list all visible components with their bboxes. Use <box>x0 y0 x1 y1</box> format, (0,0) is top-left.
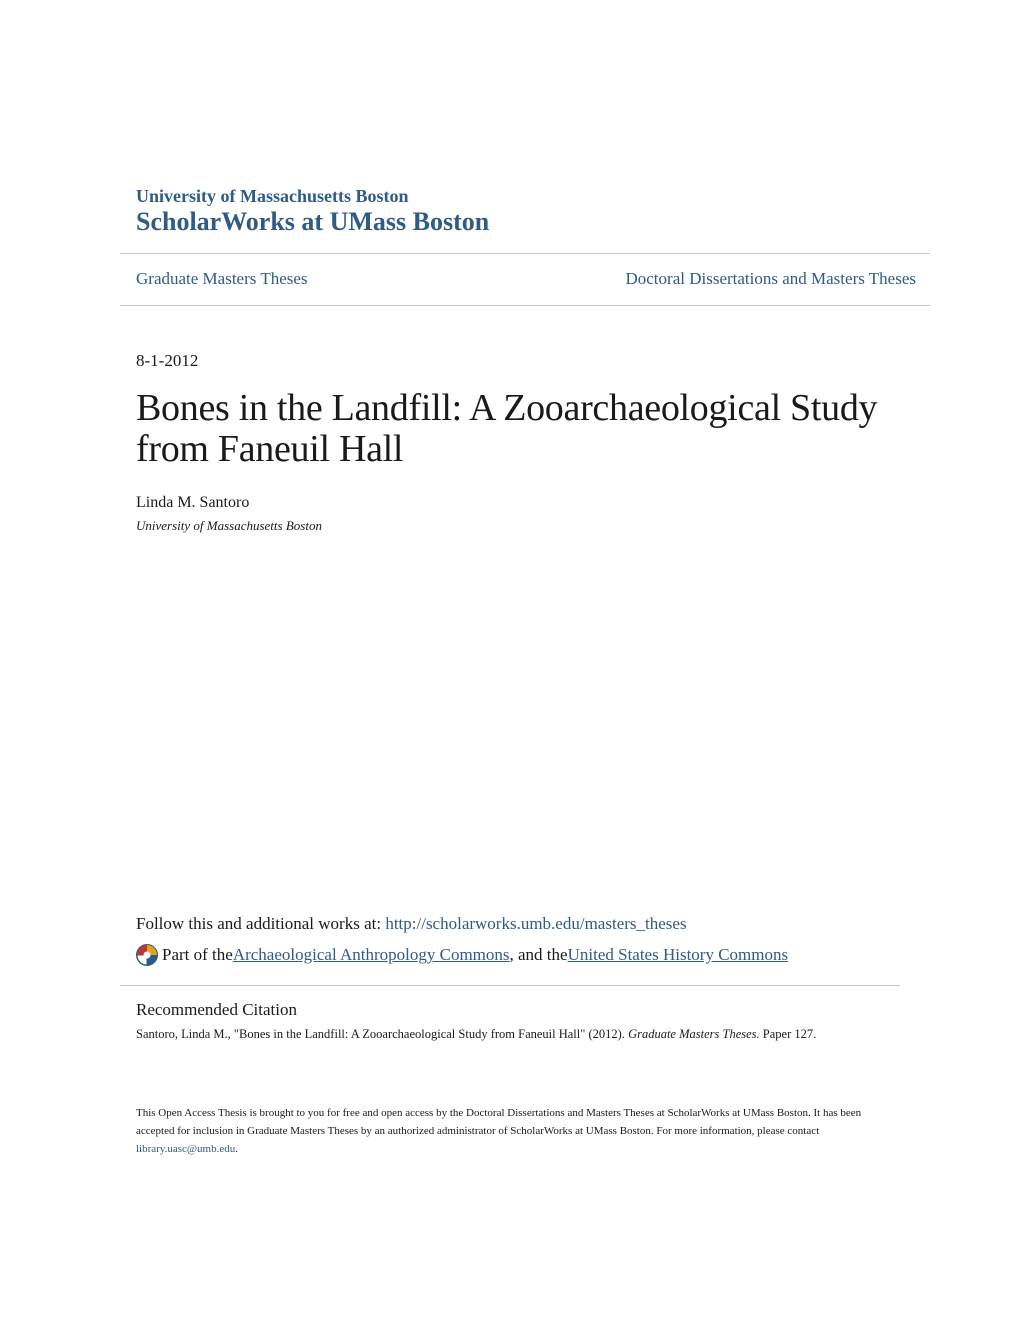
commons-link-us-history[interactable]: United States History Commons <box>567 945 789 964</box>
commons-link-archaeological-anthropology[interactable]: Archaeological Anthropology Commons <box>232 945 510 964</box>
citation-paper: Paper 127. <box>759 1027 817 1041</box>
citation-main: Santoro, Linda M., "Bones in the Landfill: A Zooarchaeological Study from Faneuil Hall" (2012). <box>136 1027 629 1041</box>
part-of-prefix: Part of the <box>162 945 233 964</box>
part-of-line <box>136 944 788 966</box>
publication-date: 8-1-2012 <box>136 351 199 370</box>
collection-link-graduate-theses[interactable]: Graduate Masters Theses <box>136 269 308 288</box>
citation-text <box>136 1027 816 1042</box>
notice-end: . <box>235 1143 238 1155</box>
citation-heading: Recommended Citation <box>136 1000 297 1019</box>
open-access-notice <box>136 1104 896 1158</box>
document-title: Bones in the Landfill: A Zooarchaeological Study from Faneuil Hall <box>136 387 878 470</box>
author-name: Linda M. Santoro <box>136 494 250 511</box>
institution-name[interactable]: University of Massachusetts Boston <box>136 186 409 206</box>
header-divider <box>120 253 930 254</box>
part-of-separator: , and the <box>509 945 568 964</box>
follow-line <box>136 914 687 934</box>
repository-name[interactable]: ScholarWorks at UMass Boston <box>136 207 490 236</box>
collection-link-doctoral-dissertations[interactable]: Doctoral Dissertations and Masters Theses <box>625 269 916 288</box>
commons-network-icon <box>136 944 158 966</box>
citation-series: Graduate Masters Theses. <box>628 1027 760 1041</box>
follow-prefix: Follow this and additional works at: <box>136 914 386 933</box>
notice-text: This Open Access Thesis is brought to you for free and open access by the Doctoral Dissertations and Masters Theses at ScholarWorks at UMass Boston. It has been accepted for inclusion in Graduate Masters Theses by an authorized administrator of ScholarWorks at UMass Boston. For more information, please contact <box>136 1107 862 1137</box>
contact-email-link[interactable]: library.uasc@umb.edu <box>136 1143 236 1155</box>
follow-url-link[interactable]: http://scholarworks.umb.edu/masters_theses <box>385 914 687 933</box>
nav-divider <box>120 305 930 306</box>
citation-divider <box>120 985 900 986</box>
author-affiliation: University of Massachusetts Boston <box>136 518 322 533</box>
